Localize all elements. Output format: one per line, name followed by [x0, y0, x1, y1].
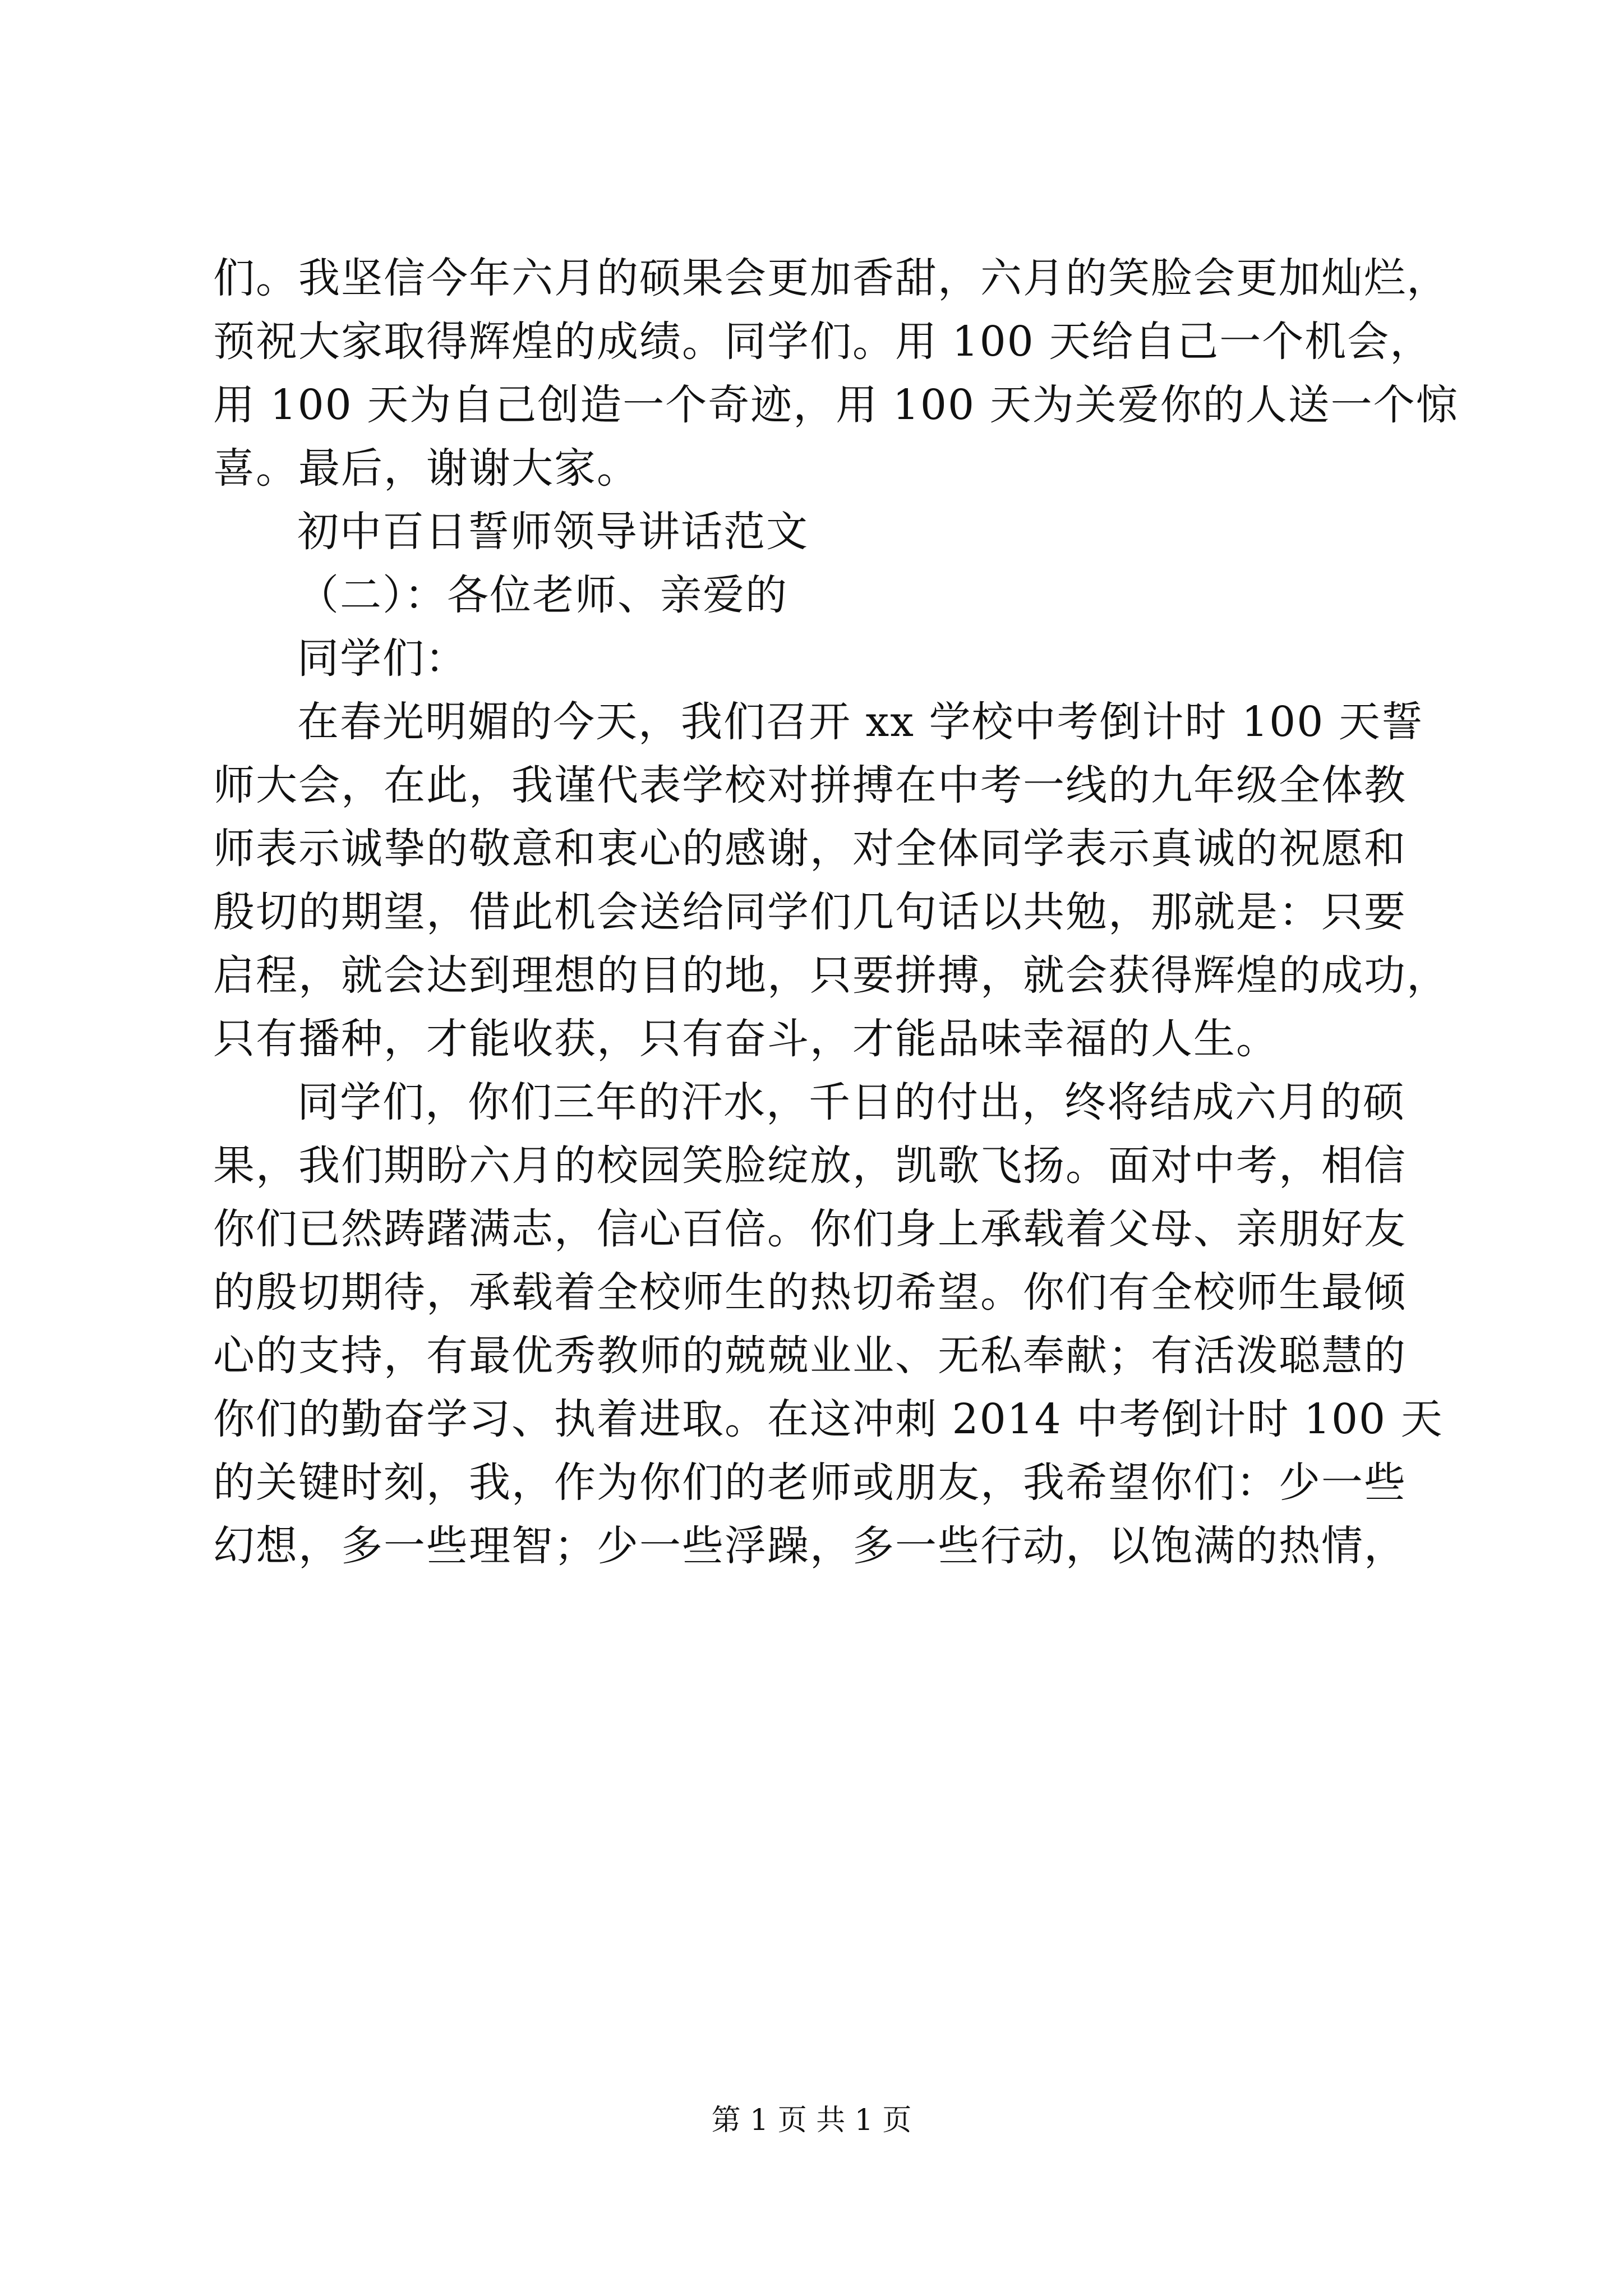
text-line: 殷切的期望，借此机会送给同学们几句话以共勉，那就是：只要	[213, 888, 1407, 936]
text-line: 的关键时刻，我，作为你们的老师或朋友，我希望你们：少一些	[213, 1458, 1407, 1507]
text-line: 只有播种，才能收获，只有奋斗，才能品味幸福的人生。	[213, 1015, 1279, 1063]
text-line: 喜。最后，谢谢大家。	[213, 444, 639, 493]
text-line: 的殷切期待，承载着全校师生的热切希望。你们有全校师生最倾	[213, 1268, 1407, 1317]
text-line: 预祝大家取得辉煌的成绩。同学们。用 100 天给自己一个机会，	[213, 318, 1433, 366]
text-line: 同学们：	[297, 634, 468, 683]
text-line: 你们已然踌躇满志，信心百倍。你们身上承载着父母、亲朋好友	[213, 1205, 1407, 1253]
document-body	[213, 247, 1459, 1578]
paragraph-opening	[213, 691, 1449, 1071]
section-subtitle	[213, 564, 1424, 627]
text-line: 同学们，你们三年的汗水，千日的付出，终将结成六月的硕	[297, 1078, 1405, 1126]
text-line: 用 100 天为自己创造一个奇迹，用 100 天为关爱你的人送一个惊	[213, 381, 1459, 429]
page-number-label: 第 1 页 共 1 页	[711, 2104, 912, 2137]
text-line: 师大会，在此，我谨代表学校对拼搏在中考一线的九年级全体教	[213, 761, 1407, 809]
page-footer	[0, 2101, 1623, 2140]
text-line: 幻想，多一些理智；少一些浮躁，多一些行动，以饱满的热情，	[213, 1522, 1407, 1570]
text-line: 你们的勤奋学习、执着进取。在这冲刺 2014 中考倒计时 100 天	[213, 1395, 1444, 1443]
salutation	[213, 627, 1424, 691]
paragraph-encouragement	[213, 1071, 1444, 1578]
text-line: 启程，就会达到理想的目的地，只要拼搏，就会获得辉煌的成功，	[213, 951, 1449, 1000]
section-title	[213, 500, 1424, 564]
text-line: （二）：各位老师、亲爱的	[297, 571, 788, 619]
text-line: 师表示诚挚的敬意和衷心的感谢，对全体同学表示真诚的祝愿和	[213, 825, 1407, 873]
text-line: 们。我坚信今年六月的硕果会更加香甜，六月的笑脸会更加灿烂，	[213, 254, 1449, 302]
text-line: 初中百日誓师领导讲话范文	[297, 508, 809, 556]
text-line: 心的支持，有最优秀教师的兢兢业业、无私奉献；有活泼聪慧的	[213, 1332, 1407, 1380]
paragraph-continuation	[213, 247, 1459, 500]
text-line: 在春光明媚的今天，我们召开 xx 学校中考倒计时 100 天誓	[297, 698, 1424, 746]
text-line: 果，我们期盼六月的校园笑脸绽放，凯歌飞扬。面对中考，相信	[213, 1142, 1407, 1190]
